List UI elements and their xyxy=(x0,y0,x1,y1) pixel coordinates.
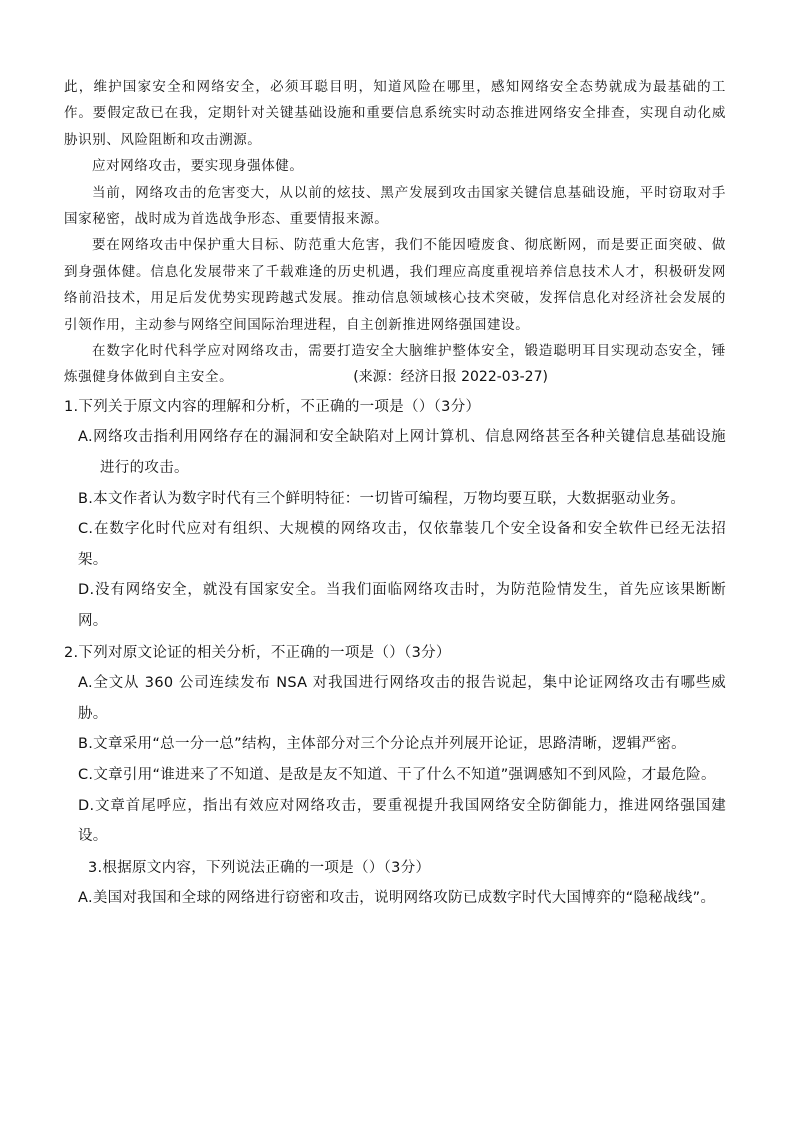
option-d: D.没有网络安全，就没有国家安全。当我们面临网络攻击时，为防范险情发生，首先应该果断断网。 xyxy=(78,582,726,630)
question-stem: 3.根据原文内容，下列说法正确的一项是（）（3分） xyxy=(88,859,431,876)
passage-paragraph-4: 要在网络攻击中保护重大目标、防范重大危害，我们不能因噎废食、彻底断网，而是要正面突破、做到身强体健。信息化发展带来了千载难逢的历史机遇，我们理应高度重视培养信息技术人才，积极研发网络前沿技术，用足后发优势实现跨越式发展。推动信息领域核心技术突破，发挥信息化对经济社会发展的引领作用，主动参与网络空间国际治理进程，自主创新推进网络强国建设。 xyxy=(64,237,726,333)
option-a: A.全文从 360 公司连续发布 NSA 对我国进行网络攻击的报告说起，集中论证网络攻击有哪些威胁。 xyxy=(78,675,726,722)
passage-paragraph-3: 当前，网络攻击的危害变大，从以前的炫技、黑产发展到攻击国家关键信息基础设施，平时窃取对手国家秘密，战时成为首选战争形态、重要情报来源。 xyxy=(64,184,726,228)
question-2 xyxy=(64,638,726,852)
source-citation: (来源：经济日报 2022-03-27) xyxy=(353,369,548,386)
passage-paragraph-1: 此，维护国家安全和网络安全，必须耳聪目明，知道风险在哪里，感知网络安全态势就成为最基础的工作。要假定敌已在我，定期针对关键基础设施和重要信息系统实时动态推进网络安全排查，实现自动化威胁识别、风险阻断和攻击溯源。 xyxy=(64,79,726,148)
option-c: C.文章引用“谁进来了不知道、是敌是友不知道、干了什么不知道”强调感知不到风险，才最危险。 xyxy=(78,767,716,783)
option-b: B.本文作者认为数字时代有三个鲜明特征：一切皆可编程，万物均要互联，大数据驱动业务。 xyxy=(78,490,686,507)
option-c: C.在数字化时代应对有组织、大规模的网络攻击，仅依靠装几个安全设备和安全软件已经无法招架。 xyxy=(78,521,726,568)
question-stem: 2.下列对原文论证的相关分析，不正确的一项是（）（3分） xyxy=(64,644,451,661)
question-3 xyxy=(64,853,726,914)
reading-passage xyxy=(64,74,726,391)
question-stem: 1.下列关于原文内容的理解和分析，不正确的一项是（）（3分） xyxy=(64,398,481,415)
passage-paragraph-2: 应对网络攻击，要实现身强体健。 xyxy=(92,158,304,175)
option-b: B.文章采用“总一分一总”结构，主体部分对三个分论点并列展开论证，思路清晰，逻辑严密。 xyxy=(78,736,686,753)
option-d: D.文章首尾呼应，指出有效应对网络攻击，要重视提升我国网络安全防御能力，推进网络强国建设。 xyxy=(78,797,726,845)
option-a: A.美国对我国和全球的网络进行窃密和攻击，说明网络攻防已成数字时代大国博弈的“隐秘战线”。 xyxy=(78,890,716,907)
option-a: A.网络攻击指利用网络存在的漏洞和安全缺陷对上网计算机、信息网络甚至各种关键信息基础设施进行的攻击。 xyxy=(78,429,726,477)
question-1 xyxy=(64,392,726,637)
passage-paragraph-5 xyxy=(64,338,726,391)
passage-paragraph-5-text: 在数字化时代科学应对网络攻击，需要打造安全大脑维护整体安全，锻造聪明耳目实现动态安全，锤炼强健身体做到自主安全。 xyxy=(64,343,726,386)
